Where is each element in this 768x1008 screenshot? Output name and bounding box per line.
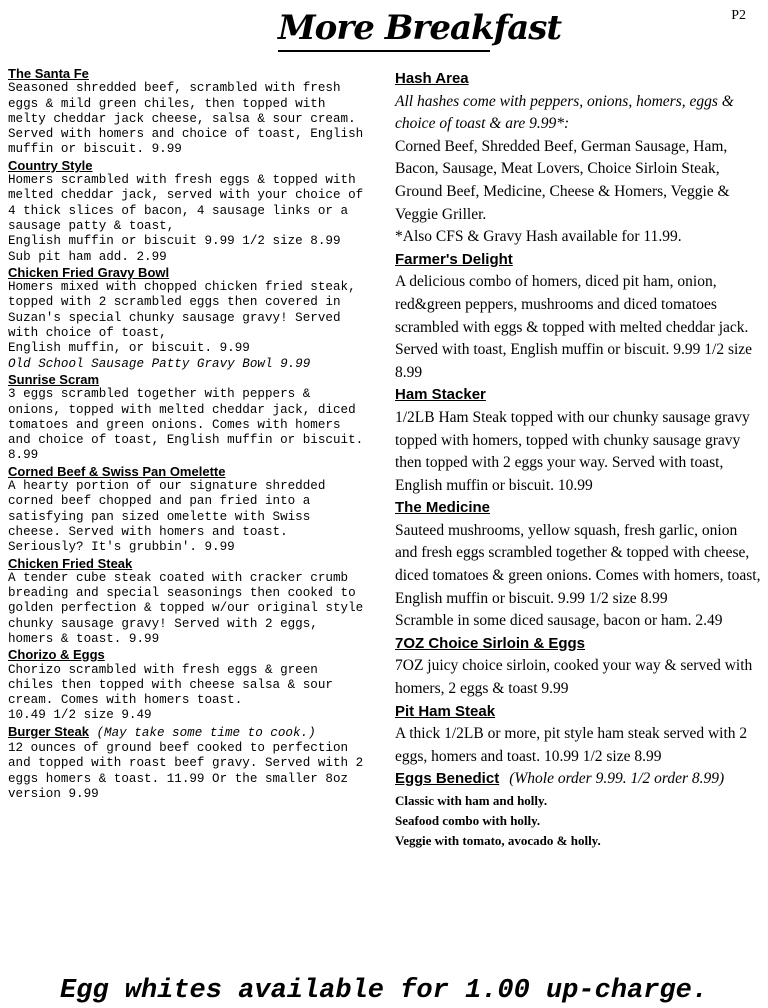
- item-note: (May take some time to cook.): [96, 725, 316, 740]
- item-price: English muffin or biscuit 9.99 1/2 size 8.99: [8, 234, 341, 249]
- item-description: Homers mixed with chopped chicken fried steak, topped with 2 scrambled eggs then covered in Suzan's special chunky sausage gravy! Served with choice of toast,: [8, 280, 356, 341]
- item-description: A delicious combo of homers, diced pit ham, onion, red&green peppers, mushrooms and diced tomatoes scrambled with eggs & topped with melted cheddar jack. Served with toast, English muffin or biscuit. 9.99 1/2 size 8.99: [395, 273, 753, 381]
- page-title: More Breakfast: [278, 8, 562, 48]
- footer-note: Egg whites available for 1.00 up-charge.: [59, 976, 709, 1006]
- item-intro: All hashes come with peppers, onions, homers, eggs & choice of toast & are 9.99*:: [395, 92, 734, 133]
- benedict-option: Veggie with tomato, avocado & holly.: [395, 833, 601, 848]
- item-title: Chicken Fried Steak: [8, 555, 133, 571]
- item-title: Chorizo & Eggs: [8, 647, 105, 663]
- item-description: A tender cube steak coated with cracker crumb breading and special seasonings then cooked to golden perfection & topped w/our original style chunky sausage gravy! Served with 2 eggs, homers & toast. 9.99: [8, 570, 364, 646]
- item-title: Chicken Fried Gravy Bowl: [8, 264, 170, 280]
- item-title: Country Style: [8, 157, 93, 173]
- item-note: (Whole order 9.99. 1/2 order 8.99): [509, 770, 725, 788]
- left-menu-column: [8, 66, 364, 802]
- benedict-option: Seafood combo with holly.: [395, 813, 541, 828]
- item-description: Seasoned shredded beef, scrambled with fresh eggs & mild green chiles, then topped with melty cheddar jack cheese, salsa & sour cream. Served with homers and choice of toast, English muffin or biscuit. 9.99: [8, 81, 364, 157]
- item-variant: Old School Sausage Patty Gravy Bowl 9.99: [8, 356, 311, 371]
- item-addon: Scramble in some diced sausage, bacon or ham. 2.49: [395, 612, 723, 630]
- eggs-benedict-header: [395, 768, 763, 791]
- item-title: 7OZ Choice Sirloin & Eggs: [395, 634, 586, 652]
- item-description: Homers scrambled with fresh eggs & topped with melted cheddar jack, served with your choice of 4 thick slices of bacon, 4 sausage links or a sausage patty & toast,: [8, 173, 364, 233]
- item-description: A hearty portion of our signature shredded corned beef chopped and pan fried into a satisfying pan sized omelette with Swiss cheese. Served with homers and toast. Seriously? It's grubbin'. 9.99: [8, 479, 326, 555]
- item-addon: Sub pit ham add. 2.99: [8, 249, 167, 264]
- item-note: *Also CFS & Gravy Hash available for 11.99.: [395, 228, 682, 246]
- item-title: Ham Stacker: [395, 386, 486, 404]
- item-price: English muffin, or biscuit. 9.99: [8, 341, 250, 356]
- item-description: 3 eggs scrambled together with peppers & onions, topped with melted cheddar jack, diced tomatoes and green onions. Comes with homers and choice of toast, English muffin or biscuit. 8.99: [8, 387, 364, 463]
- item-title: The Santa Fe: [8, 66, 89, 81]
- item-description: Sauteed mushrooms, yellow squash, fresh garlic, onion and fresh eggs scrambled together & topped with cheese, diced tomatoes & green onions. Comes with homers, toast, English muffin or biscuit. 9.99 1/2 size 8.99: [395, 521, 761, 607]
- item-description: Chorizo scrambled with fresh eggs & green chiles then topped with cheese salsa & sour cream. Comes with homers toast.: [8, 662, 333, 708]
- item-description: 12 ounces of ground beef cooked to perfection and topped with roast beef gravy. Served with 2 eggs homers & toast. 11.99 Or the smaller 8oz version 9.99: [8, 741, 364, 801]
- item-description: A thick 1/2LB or more, pit style ham steak served with 2 eggs, homers and toast. 10.99 1/2 size 8.99: [395, 725, 748, 765]
- item-description: 7OZ juicy choice sirloin, cooked your way & served with homers, 2 eggs & toast 9.99: [395, 657, 753, 698]
- item-description: 1/2LB Ham Steak topped with our chunky sausage gravy topped with homers, topped with chunky sausage gravy then topped with 2 eggs your way. Served with toast, English muffin or biscuit. 10.99: [395, 408, 750, 494]
- item-title: Burger Steak: [8, 723, 89, 739]
- benedict-option: Classic with ham and holly.: [395, 793, 548, 808]
- item-title: Pit Ham Steak: [395, 702, 496, 720]
- item-title: Eggs Benedict: [395, 770, 500, 788]
- item-price: 10.49 1/2 size 9.49: [8, 708, 152, 723]
- item-title: Sunrise Scram: [8, 371, 100, 387]
- right-menu-column: [395, 68, 763, 851]
- item-description: Corned Beef, Shredded Beef, German Sausage, Ham, Bacon, Sausage, Meat Lovers, Choice Sirloin Steak, Ground Beef, Medicine, Cheese & Homers, Veggie & Veggie Griller.: [395, 137, 730, 223]
- title-underline: [278, 50, 490, 52]
- item-title: Farmer's Delight: [395, 250, 513, 268]
- item-title: The Medicine: [395, 499, 491, 517]
- item-title: Hash Area: [395, 70, 469, 87]
- item-title: Corned Beef & Swiss Pan Omelette: [8, 463, 226, 479]
- page-number: P2: [731, 8, 746, 23]
